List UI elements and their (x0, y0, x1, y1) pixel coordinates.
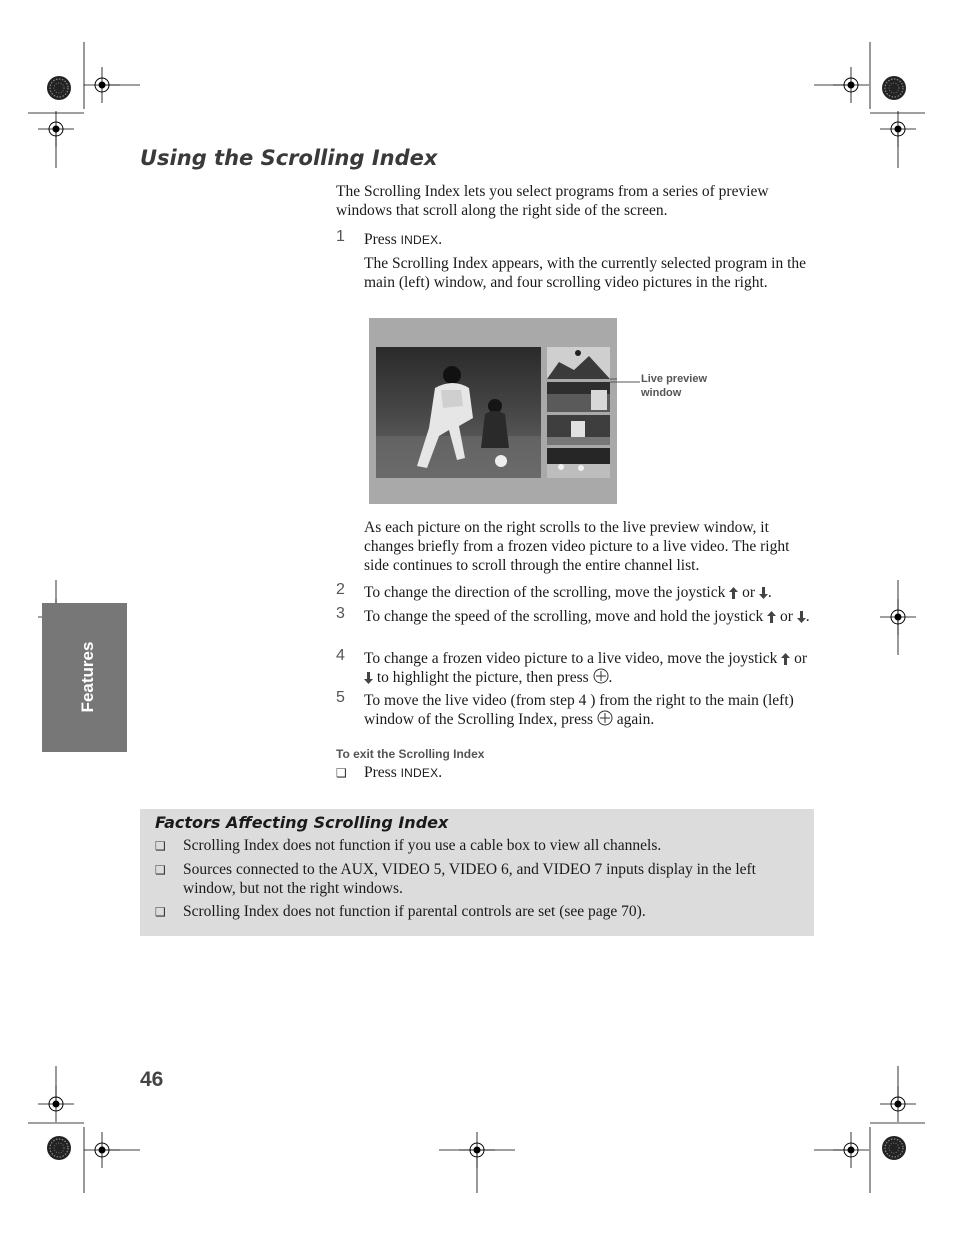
step-number: 4 (336, 647, 345, 664)
step-5-label-b: again. (616, 711, 655, 728)
step-1-prefix: Press (364, 231, 397, 248)
joystick-down-icon (364, 672, 373, 684)
step-3-end: . (805, 608, 810, 625)
callout-leader-line (610, 378, 642, 386)
step-4-label-b: to highlight the picture, then press (376, 669, 589, 686)
index-key: INDEX (400, 233, 439, 247)
side-tab-label: Features (78, 641, 97, 713)
checkbox-bullet-icon: ❑ (336, 766, 347, 780)
main-window (376, 347, 541, 478)
step-1-suffix: . (438, 231, 443, 248)
page-number: 46 (140, 1068, 164, 1091)
exit-heading: To exit the Scrolling Index (336, 747, 485, 761)
after-picture-paragraph: As each picture on the right scrolls to the live preview window, it changes briefly from a frozen video picture to a live video. The right side continues to scroll through the entire channel list. (364, 519, 790, 574)
step-4-label-a: To change a frozen video picture to a live video, move the joystick (364, 650, 778, 667)
step-2-end: . (767, 584, 772, 601)
joystick-down-icon (797, 611, 806, 623)
scrolling-index-screen (369, 318, 617, 504)
joystick-down-icon (759, 587, 768, 599)
step-3-text (364, 607, 816, 626)
callout-line-1: Live preview (641, 373, 708, 385)
section-title: Using the Scrolling Index (140, 146, 438, 170)
step-number: 5 (336, 689, 345, 706)
screen-illustration (369, 318, 617, 504)
step-5-text (364, 691, 816, 729)
step-5-label-a: To move the live video (from step 4 ) from the right to the main (left) window of the Scrolling Index, press (364, 692, 794, 728)
or-label: or (779, 608, 793, 625)
exit-instruction (364, 763, 816, 783)
factors-box (140, 809, 814, 936)
or-label: or (742, 584, 756, 601)
step-2-label: To change the direction of the scrolling, move the joystick (364, 584, 726, 601)
joystick-up-icon (767, 611, 776, 623)
preview-window (547, 347, 610, 379)
joystick-up-icon (729, 587, 738, 599)
exit-suffix: . (438, 764, 443, 781)
features-side-tab (42, 603, 127, 752)
index-key: INDEX (400, 766, 439, 780)
joystick-press-icon (593, 668, 609, 684)
step-2-text (364, 583, 816, 602)
step-number: 1 (336, 228, 345, 245)
step-3-label: To change the speed of the scrolling, move and hold the joystick (364, 608, 764, 625)
checkbox-bullet-icon: ❑ (155, 905, 166, 919)
scrolling-thumbnail (547, 382, 610, 412)
exit-prefix: Press (364, 764, 397, 781)
callout-line-2: window (641, 387, 682, 399)
joystick-up-icon (781, 653, 790, 665)
scrolling-thumbnail (547, 448, 610, 478)
intro-paragraph: The Scrolling Index lets you select programs from a series of preview windows that scroll along the right side of the screen. (336, 183, 769, 219)
scrolling-thumbnail (547, 415, 610, 445)
step-4-end: . (608, 669, 613, 686)
or-label: or (794, 650, 808, 667)
step-number: 3 (336, 605, 345, 622)
factor-item: Scrolling Index does not function if parental controls are set (see page 70). (183, 903, 646, 920)
factor-item: Sources connected to the AUX, VIDEO 5, VIDEO 6, and VIDEO 7 inputs display in the left window, but not the right windows. (183, 861, 756, 897)
checkbox-bullet-icon: ❑ (155, 839, 166, 853)
step-1-detail: The Scrolling Index appears, with the currently selected program in the main (left) window, and four scrolling video pictures in the right. (364, 255, 807, 291)
step-number: 2 (336, 581, 345, 598)
factor-item: Scrolling Index does not function if you use a cable box to view all channels. (183, 837, 662, 854)
step-1-text (364, 230, 816, 250)
checkbox-bullet-icon: ❑ (155, 863, 166, 877)
factors-title: Factors Affecting Scrolling Index (155, 813, 449, 832)
live-preview-callout (641, 372, 707, 400)
step-4-text (364, 649, 816, 687)
joystick-press-icon (597, 710, 613, 726)
